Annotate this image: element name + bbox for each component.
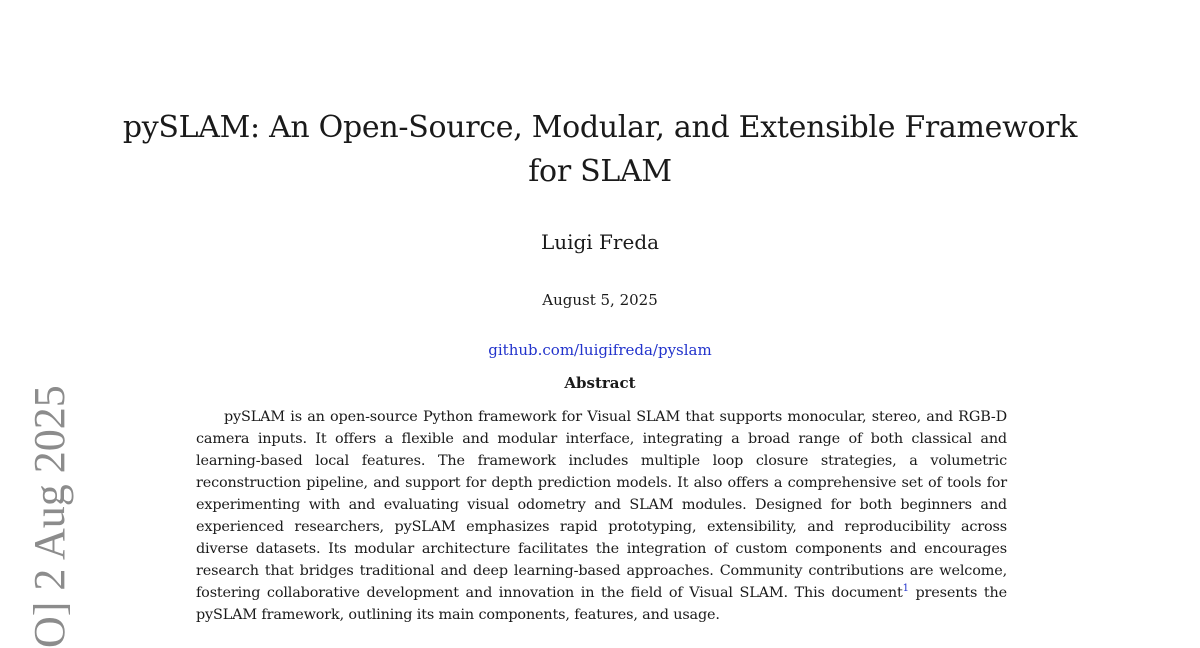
publication-date: August 5, 2025	[542, 291, 658, 309]
github-repo-link[interactable]: github.com/luigifreda/pyslam	[488, 341, 712, 359]
repo-link-line	[0, 341, 1200, 359]
footnote-marker[interactable]: 1	[902, 583, 909, 595]
abstract-heading: Abstract	[564, 374, 636, 392]
paper-title: pySLAM: An Open-Source, Modular, and Extensible Framework for SLAM	[122, 110, 1078, 189]
abstract-text	[196, 406, 1007, 626]
arxiv-side-stamp: O] 2 Aug 2025	[25, 385, 74, 648]
abstract-text-main: pySLAM is an open-source Python framework for Visual SLAM that supports monocular, stereo, and RGB-D camera inputs. It offers a flexible and modular interface, integrating a broad range of both classical and learning-based local features. The framework includes multiple loop closure strategies, a volumetric reconstruction pipeline, and support for depth prediction models. It also offers a comprehensive set of tools for experimenting with and evaluating visual odometry and SLAM modules. Designed for both beginners and experienced researchers, pySLAM emphasizes rapid prototyping, extensibility, and reproducibility across diverse datasets. Its modular architecture facilitates the integration of custom components and encourages research that bridges traditional and deep learning-based approaches. Community contributions are welcome, fostering collaborative development and innovation in the field of Visual SLAM. This document	[196, 409, 1007, 601]
abstract-text-tail: presents the pySLAM framework, outlining its main components, features, and usage.	[196, 585, 1007, 623]
author-name: Luigi Freda	[540, 230, 660, 254]
